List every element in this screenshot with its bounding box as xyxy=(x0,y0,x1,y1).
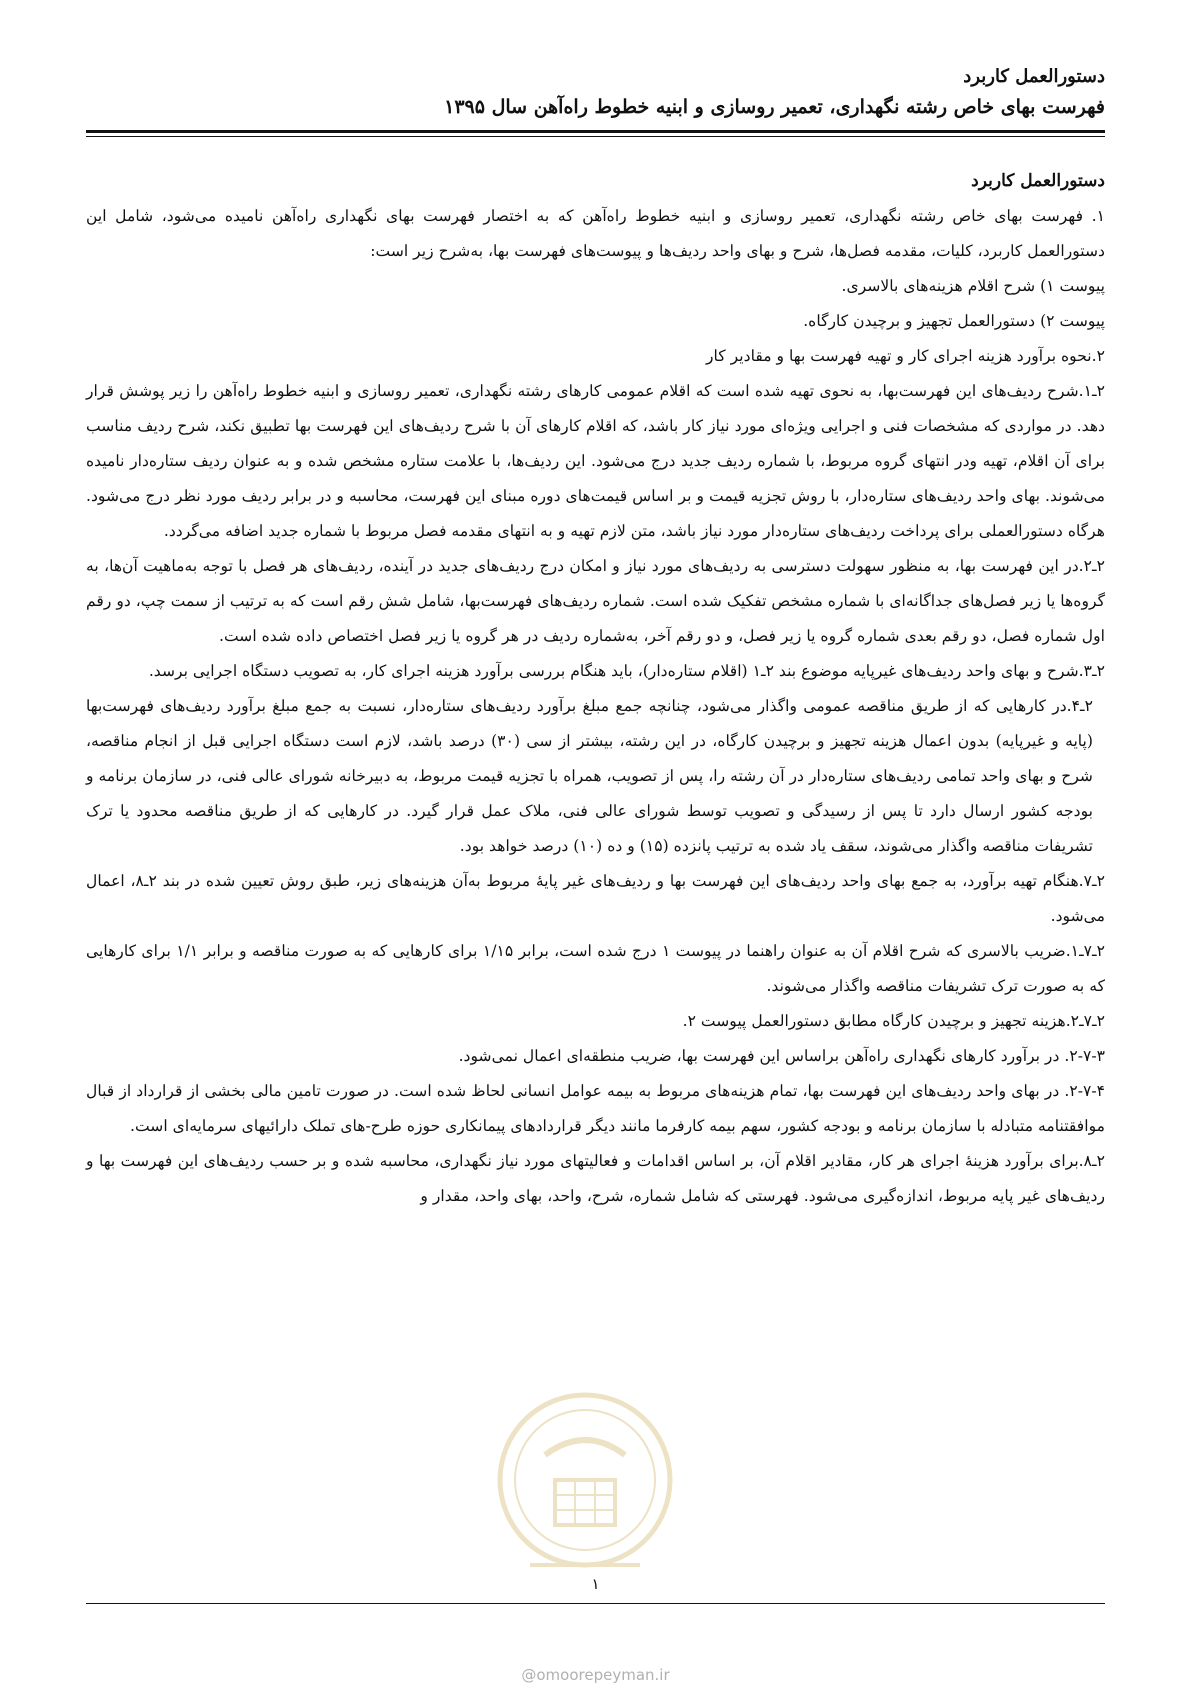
paragraph-2-1: ۲ـ۱.شرح ردیف‌های این فهرست‌بها، به نحوی تهیه شده است که اقلام عمومی کارهای رشته نگهداری، تعمیر روسازی و ابنیه خطوط راه‌آهن را زیر پوشش قرار دهد. در مواردی که مشخصات فنی و اجرایی ویژه‌ای مورد نیاز کار باشد، که اقلام کارهای آن با شرح ردیف‌های این فهرست بها تطبیق نکند، شرح ردیف مناسب برای آن اقلام، تهیه ودر انتهای گروه مربوط، با شماره ردیف جدید درج می‌شود. این ردیف‌ها، با علامت ستاره مشخص شده و به عنوان ردیف ستاره‌دار نامیده می‌شوند. بهای واحد ردیف‌های ستاره‌دار، با روش تجزیه قیمت و بر اساس قیمت‌های دوره مبنای این فهرست، محاسبه و در برابر ردیف مورد نظر درج می‌شود. هرگاه دستورالعملی برای پرداخت ردیف‌های ستاره‌دار مورد نیاز باشد، متن لازم تهیه و به انتهای مقدمه فصل مربوط با شماره جدید اضافه می‌گردد. xyxy=(86,382,1105,540)
page-number: ۱ xyxy=(591,1575,600,1593)
paragraph-2-7-1: ۲ـ۷ـ۱.ضریب بالاسری که شرح اقلام آن به عنوان راهنما در پیوست ۱ درج شده است، برابر ۱/۱۵ برای کارهایی که به صورت مناقصه و برابر ۱/۱ برای کارهایی که به صورت ترک تشریفات مناقصه واگذار می‌شوند. xyxy=(86,942,1105,995)
paragraph-2-4: ۲ـ۴.در کارهایی که از طریق مناقصه عمومی واگذار می‌شود، چنانچه جمع مبلغ برآورد ردیف‌های ستاره‌دار، نسبت به جمع مبلغ برآورد ردیف‌های فهرست‌بها (پایه و غیرپایه) بدون اعمال هزینه تجهیز و برچیدن کارگاه، در این رشته، بیشتر از سی (۳۰) درصد باشد، لازم است دستگاه اجرایی قبل از انجام مناقصه، شرح و بهای واحد تمامی ردیف‌های ستاره‌دار در آن رشته را، پس از تصویب، همراه با تجزیه قیمت مربوط، به دبیرخانه شورای عالی فنی، در سازمان برنامه و بودجه کشور ارسال دارد تا پس از رسیدگی و تصویب توسط شورای عالی فنی، ملاک عمل قرار گیرد. در کارهایی که از طریق مناقصه محدود یا ترک تشریفات مناقصه واگذار می‌شوند، سقف یاد شده به ترتیب پانزده (۱۵) و ده (۱۰) درصد خواهد بود. xyxy=(86,697,1093,855)
watermark-text: @omoorepeyman.ir xyxy=(521,1666,670,1684)
footer-rule xyxy=(86,1603,1105,1604)
header-rule-thick xyxy=(86,130,1105,133)
paragraph-2-7-2: ۲ـ۷ـ۲.هزینه تجهیز و برچیدن کارگاه مطابق دستورالعمل پیوست ۲. xyxy=(682,1012,1105,1030)
paragraph-2-3: ۲ـ۳.شرح و بهای واحد ردیف‌های غیرپایه موضوع بند ۲ـ۱ (اقلام ستاره‌دار)، باید هنگام بررسی برآورد هزینه اجرای کار، به تصویب دستگاه اجرایی برسد. xyxy=(148,662,1105,680)
paragraph-2-2: ۲ـ۲.در این فهرست بها، به منظور سهولت دسترسی به ردیف‌های مورد نیاز و امکان درج ردیف‌های جدید در آینده، ردیف‌های هر فصل با توجه به‌ماهیت آن‌ها، به گروه‌ها یا زیر فصل‌های جداگانه‌ای با شماره مشخص تفکیک شده است. شماره ردیف‌های فهرست‌بها، شامل شش رقم است که به ترتیب از سمت چپ، دو رقم اول شماره فصل، دو رقم بعدی شماره گروه یا زیر فصل، و دو رقم آخر، به‌شماره ردیف در هر گروه یا زیر فصل اختصاص داده شده است. xyxy=(86,557,1105,645)
paragraph-2-7-4: ۲-۷-۴. در بهای واحد ردیف‌های این فهرست بها، تمام هزینه‌های مربوط به بیمه عوامل انسانی لحاظ شده است. در صورت تامین مالی بخشی از قرارداد از قبال موافقتنامه متبادله با سازمان برنامه و بودجه کشور، سهم بیمه کارفرما مانند دیگر قراردادهای پیمانکاری حوزه طرح‌-های تملک دارائیهای سرمایه‌ای است. xyxy=(86,1082,1105,1135)
page-header xyxy=(86,62,1105,122)
paragraph-appendix-1: پیوست ۱) شرح اقلام هزینه‌های بالاسری. xyxy=(841,277,1105,295)
section-title: دستورالعمل کاربرد xyxy=(971,171,1105,191)
watermark-logo-icon xyxy=(490,1385,680,1595)
paragraph-1: ۱. فهرست بهای خاص رشته نگهداری، تعمیر روسازی و ابنیه خطوط راه‌آهن که به اختصار فهرست بهای نگهداری راه‌آهن نامیده می‌شود، شامل این دستورالعمل کاربرد، کلیات، مقدمه فصل‌ها، شرح و بهای واحد ردیف‌ها و پیوست‌های فهرست بها، به‌شرح زیر است: xyxy=(86,207,1105,260)
paragraph-2: ۲.نحوه برآورد هزینه اجرای کار و تهیه فهرست بها و مقادیر کار xyxy=(706,347,1105,365)
paragraph-2-7: ۲ـ۷.هنگام تهیه برآورد، به جمع بهای واحد ردیف‌های این فهرست بها و ردیف‌های غیر پایهٔ مربوط به‌آن هزینه‌های زیر، طبق روش تعیین شده در بند ۲ـ۸، اعمال می‌شود. xyxy=(86,872,1105,925)
paragraph-appendix-2: پیوست ۲) دستورالعمل تجهیز و برچیدن کارگاه. xyxy=(803,312,1105,330)
header-title: دستورالعمل کاربرد xyxy=(963,66,1105,87)
main-content xyxy=(86,163,1105,1214)
paragraph-2-8: ۲ـ۸.برای برآورد هزینهٔ اجرای هر کار، مقادیر اقلام آن، بر اساس اقدامات و فعالیتهای مورد نیاز نگهداری، محاسبه شده و بر حسب ردیف‌های این فهرست بها و ردیف‌های غیر پایه مربوط، اندازه‌گیری می‌شود. فهرستی که شامل شماره، شرح، واحد، بهای واحد، مقدار و xyxy=(86,1152,1105,1205)
paragraph-2-7-3: ۲-۷-۳. در برآورد کارهای نگهداری راه‌آهن براساس این فهرست بها، ضریب منطقه‌ای اعمال نمی‌شود. xyxy=(458,1047,1105,1065)
header-rule-thin xyxy=(86,136,1105,137)
header-subtitle: فهرست بهای خاص رشته نگهداری، تعمیر روسازی و ابنیه خطوط راه‌آهن سال ۱۳۹۵ xyxy=(444,96,1105,118)
